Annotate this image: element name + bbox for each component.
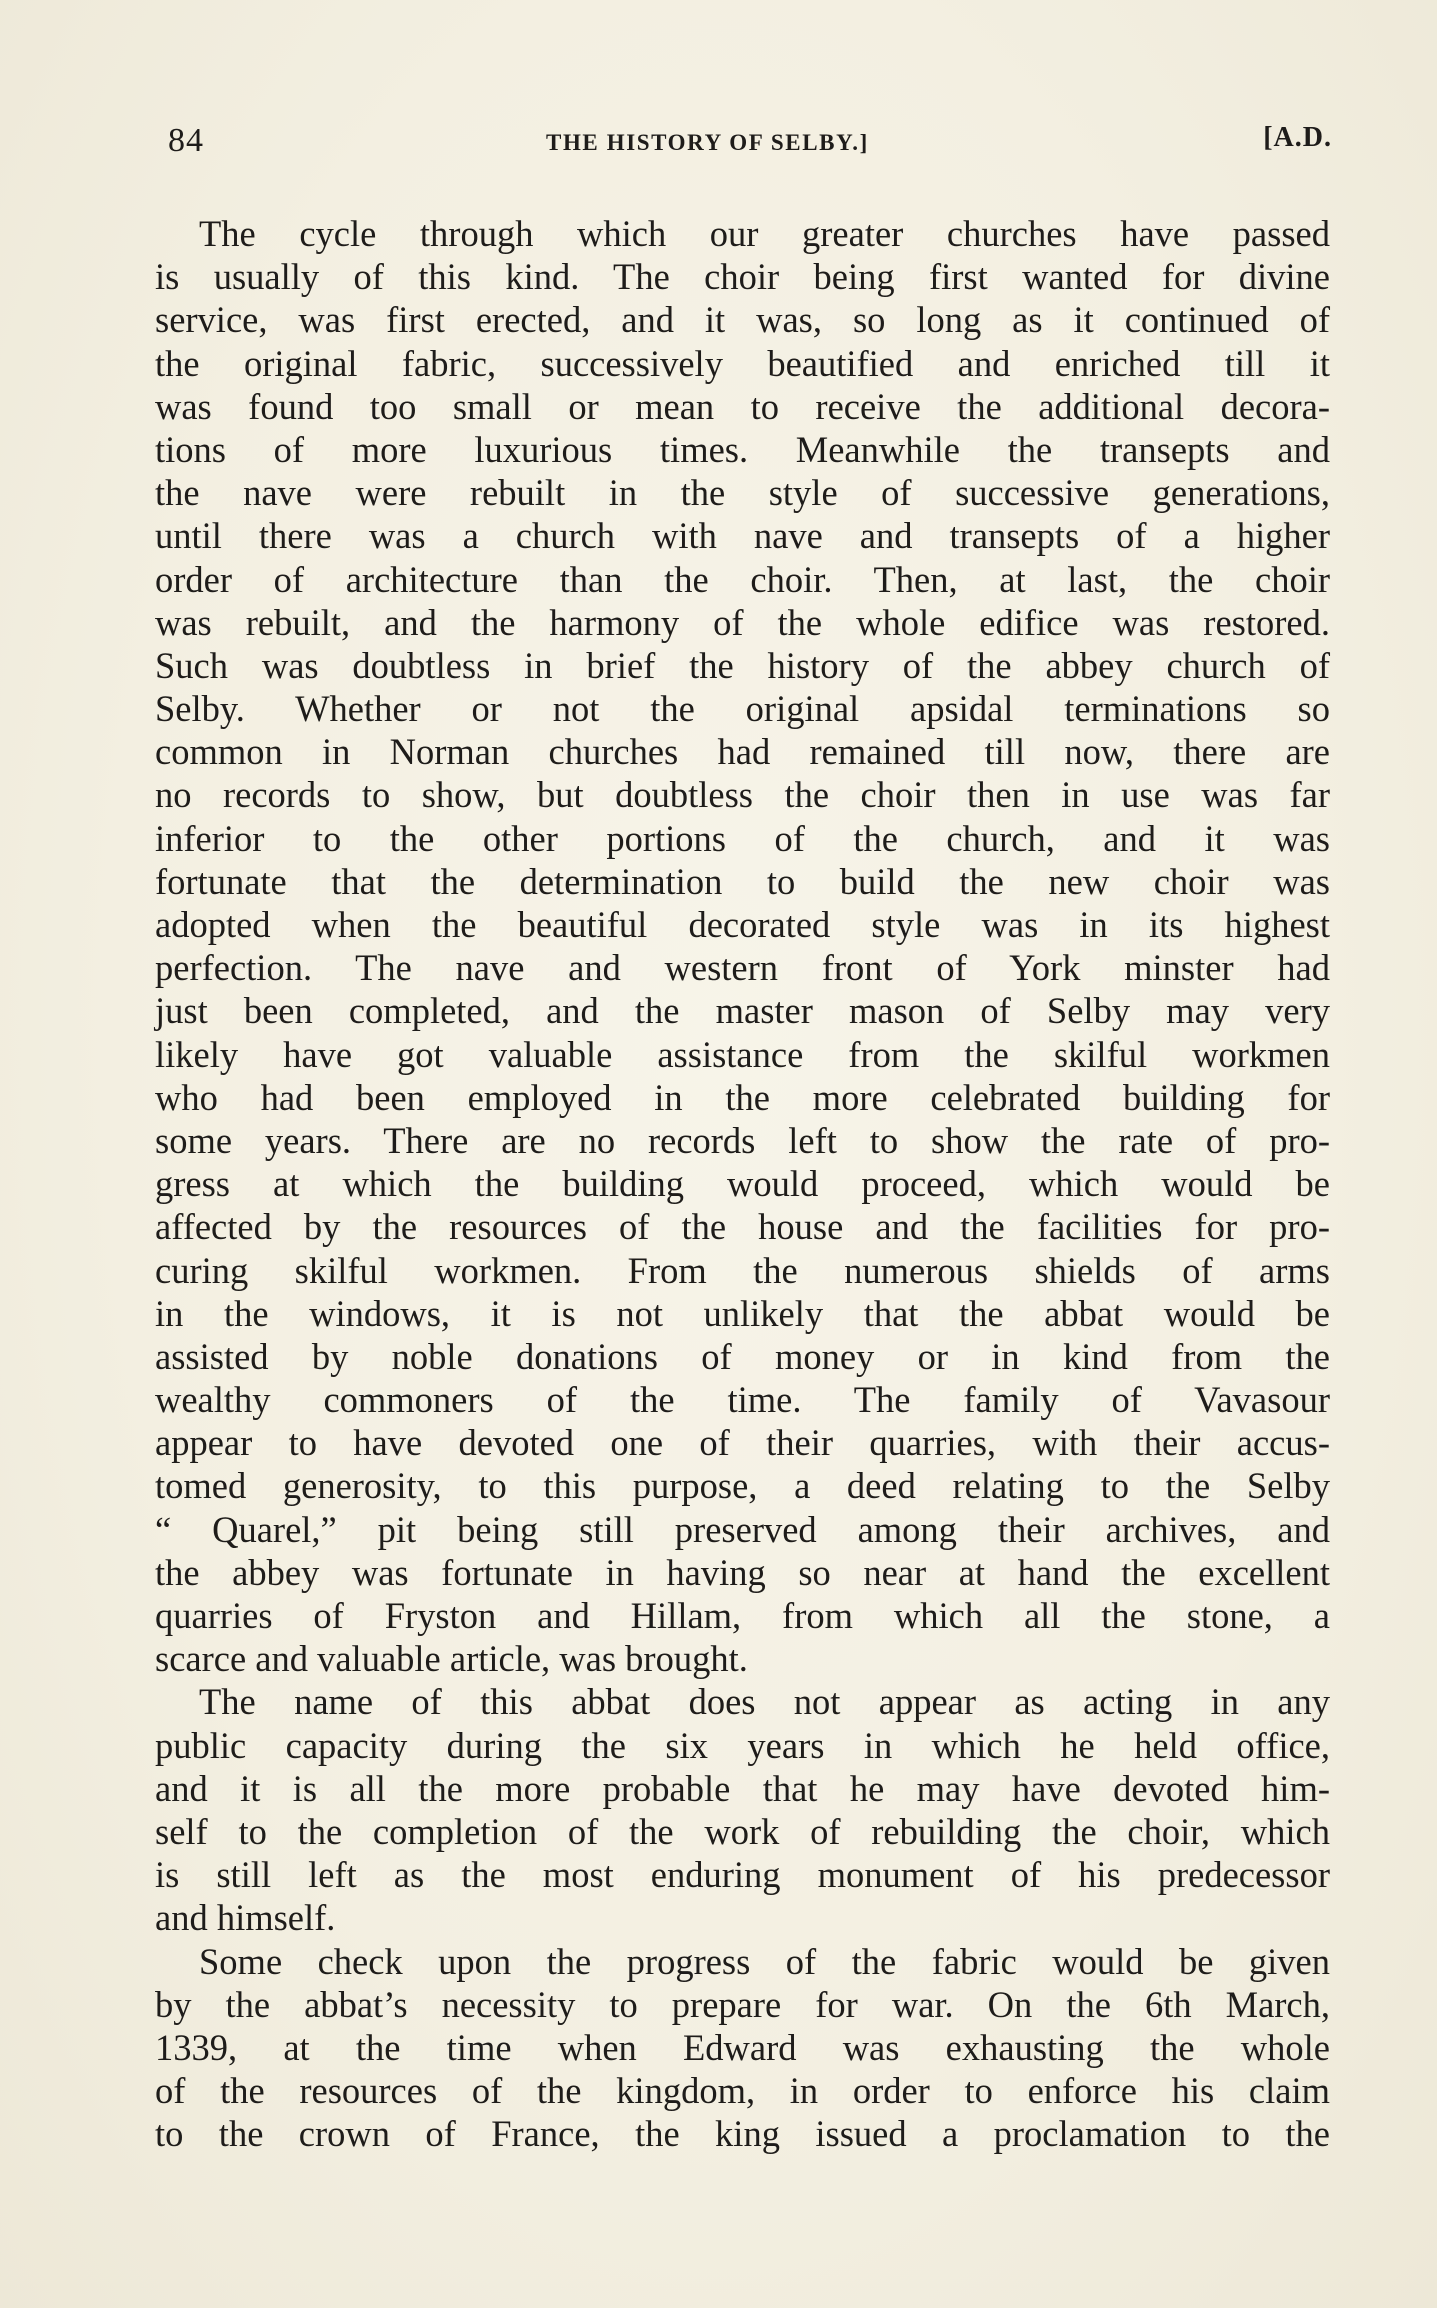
text-line: Such was doubtless in brief the history of the abbey church of bbox=[155, 644, 1330, 686]
text-line: “ Quarel,” pit being still preserved among their archives, and bbox=[155, 1508, 1330, 1550]
text-line: Some check upon the progress of the fabric would be given bbox=[199, 1940, 1330, 1982]
text-line: order of architecture than the choir. Then, at last, the choir bbox=[155, 558, 1330, 600]
text-line: who had been employed in the more celebrated building for bbox=[155, 1076, 1330, 1118]
text-line: gress at which the building would proceed, which would be bbox=[155, 1163, 1330, 1205]
header-date-mark: [A.D. bbox=[1263, 122, 1332, 153]
page-header bbox=[168, 122, 1338, 172]
text-line: tomed generosity, to this purpose, a deed relating to the Selby bbox=[155, 1465, 1330, 1507]
text-line: appear to have devoted one of their quarries, with their accus- bbox=[155, 1422, 1330, 1464]
text-line: tions of more luxurious times. Meanwhile the transepts and bbox=[155, 428, 1330, 470]
text-line: some years. There are no records left to show the rate of pro- bbox=[155, 1119, 1330, 1161]
page-number: 84 bbox=[168, 122, 204, 159]
text-line: the abbey was fortunate in having so near at hand the excellent bbox=[155, 1551, 1330, 1593]
text-line: likely have got valuable assistance from the skilful workmen bbox=[155, 1033, 1330, 1075]
text-line: and himself. bbox=[155, 1897, 336, 1939]
text-line: fortunate that the determination to build the new choir was bbox=[155, 860, 1330, 902]
text-line: is usually of this kind. The choir being first wanted for divine bbox=[155, 256, 1330, 298]
text-line: in the windows, it is not unlikely that the abbat would be bbox=[155, 1292, 1330, 1334]
text-line: public capacity during the six years in which he held office, bbox=[155, 1724, 1330, 1766]
text-line: is still left as the most enduring monument of his predecessor bbox=[155, 1854, 1330, 1896]
text-line: common in Norman churches had remained till now, there are bbox=[155, 731, 1330, 773]
text-line: service, was first erected, and it was, so long as it continued of bbox=[155, 299, 1330, 341]
text-line: perfection. The nave and western front of York minster had bbox=[155, 947, 1330, 989]
text-line: to the crown of France, the king issued a proclamation to the bbox=[155, 2113, 1330, 2155]
text-line: affected by the resources of the house and the facilities for pro- bbox=[155, 1206, 1330, 1248]
text-line: until there was a church with nave and transepts of a higher bbox=[155, 515, 1330, 557]
text-line: and it is all the more probable that he may have devoted him- bbox=[155, 1767, 1330, 1809]
text-line: scarce and valuable article, was brought. bbox=[155, 1638, 748, 1680]
text-line: inferior to the other portions of the church, and it was bbox=[155, 817, 1330, 859]
text-line: adopted when the beautiful decorated style was in its highest bbox=[155, 904, 1330, 945]
text-line: by the abbat’s necessity to prepare for war. On the 6th March, bbox=[155, 1983, 1330, 2025]
text-line: of the resources of the kingdom, in order to enforce his claim bbox=[155, 2070, 1330, 2112]
text-line: the nave were rebuilt in the style of successive generations, bbox=[155, 472, 1330, 514]
text-line: The cycle through which our greater churches have passed bbox=[199, 213, 1330, 254]
text-line: was rebuilt, and the harmony of the whole edifice was restored. bbox=[155, 601, 1330, 643]
text-line: the original fabric, successively beautified and enriched till it bbox=[155, 342, 1330, 384]
text-line: no records to show, but doubtless the choir then in use was far bbox=[155, 774, 1330, 816]
text-line: just been completed, and the master mason of Selby may very bbox=[155, 990, 1330, 1032]
text-line: quarries of Fryston and Hillam, from which all the stone, a bbox=[155, 1595, 1330, 1636]
text-line: 1339, at the time when Edward was exhausting the whole bbox=[155, 2026, 1330, 2068]
text-line: assisted by noble donations of money or in kind from the bbox=[155, 1335, 1330, 1377]
running-title: THE HISTORY OF SELBY.] bbox=[546, 130, 869, 155]
text-line: Selby. Whether or not the original apsidal terminations so bbox=[155, 688, 1330, 730]
text-line: The name of this abbat does not appear as acting in any bbox=[199, 1681, 1330, 1723]
body-text bbox=[155, 212, 1330, 2155]
text-line: curing skilful workmen. From the numerous shields of arms bbox=[155, 1249, 1330, 1291]
text-line: wealthy commoners of the time. The family of Vavasour bbox=[155, 1379, 1330, 1421]
text-line: was found too small or mean to receive the additional decora- bbox=[155, 385, 1330, 427]
text-line: self to the completion of the work of rebuilding the choir, which bbox=[155, 1810, 1330, 1852]
